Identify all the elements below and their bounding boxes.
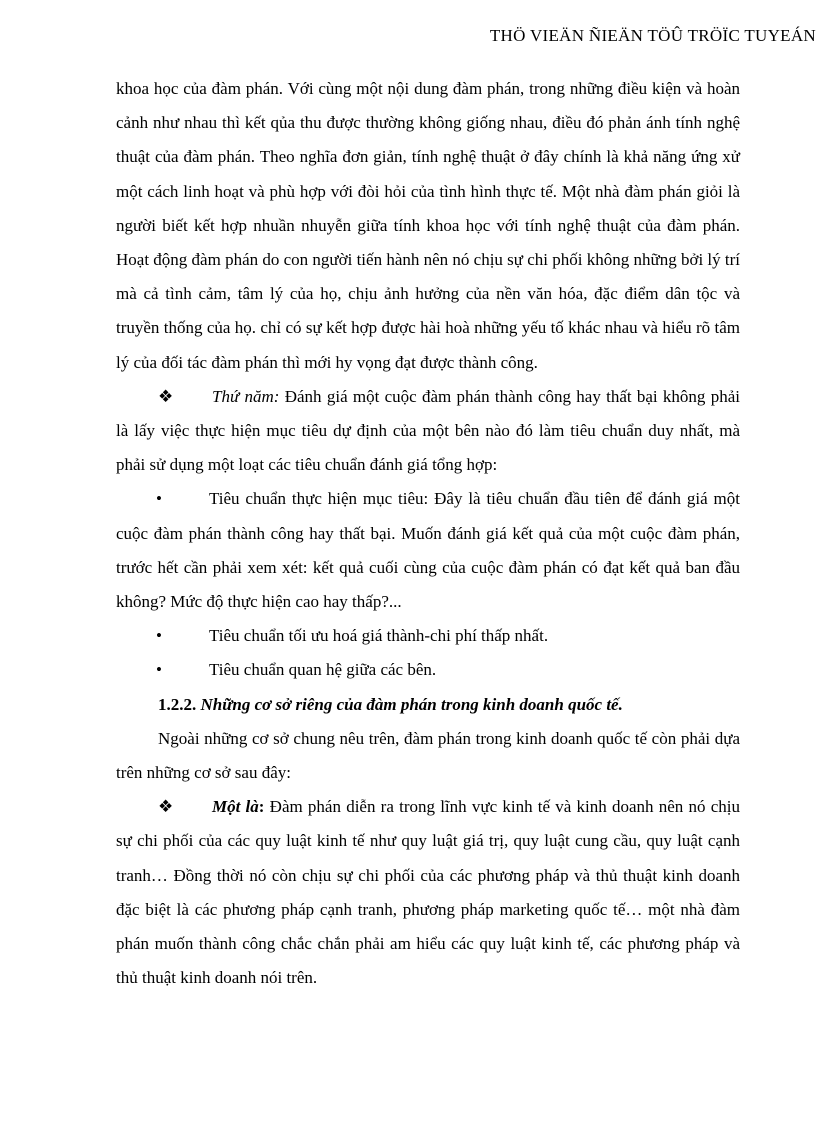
bullet-text: Tiêu chuẩn tối ưu hoá giá thành-chi phí thấp nhất.: [209, 626, 549, 646]
diamond-bullet-icon: ❖: [158, 797, 174, 817]
lead-term: Thứ năm:: [212, 386, 280, 406]
bullet-item: [116, 482, 740, 619]
paragraph-thu-nam: [116, 380, 740, 483]
bullet-item: [116, 619, 740, 653]
bullet-dot-icon: •: [156, 660, 162, 680]
bullet-item: [116, 653, 740, 687]
lead-colon: :: [258, 797, 265, 817]
lead-term: Một là: [212, 797, 259, 817]
bullet-dot-icon: •: [156, 489, 162, 509]
diamond-bullet-icon: ❖: [158, 386, 174, 406]
section-number: 1.2.2.: [158, 694, 197, 714]
bullet-dot-icon: •: [156, 626, 162, 646]
bullet-text: Tiêu chuẩn thực hiện mục tiêu: Đây là tiêu chuẩn đầu tiên để đánh giá một cuộc đàm phán thành công hay thất bại. Muốn đánh giá kết quả của một cuộc đàm phán, trước hết cần phải xem xét: kết quả cuối cùng của cuộc đàm phán có đạt kết quả ban đầu không? Mức độ thực hiện cao hay thấp?...: [116, 489, 740, 612]
paragraph-text: Đàm phán diễn ra trong lĩnh vực kinh tế và kinh doanh nên nó chịu sự chi phối của các quy luật kinh tế như quy luật giá trị, quy luật cung cầu, quy luật cạnh tranh… Đồng thời nó còn chịu sự chi phối của các phương pháp và thủ thuật kinh doanh đặc biệt là các phương pháp cạnh tranh, phương pháp marketing quốc tế… một nhà đàm phán muốn thành công chắc chắn phải am hiểu các quy luật kinh tế, các phương pháp và thủ thuật kinh doanh nói trên.: [116, 797, 740, 988]
paragraph-mot-la: [116, 790, 740, 995]
paragraph-intro: Ngoài những cơ sở chung nêu trên, đàm phán trong kinh doanh quốc tế còn phải dựa trên những cơ sở sau đây:: [116, 728, 740, 783]
document-body: [116, 72, 740, 995]
section-heading: [116, 688, 740, 722]
section-title: Những cơ sở riêng của đàm phán trong kinh doanh quốc tế.: [196, 694, 623, 714]
paragraph-text: Đánh giá một cuộc đàm phán thành công hay thất bại không phải là lấy việc thực hiện mục tiêu dự định của một bên nào đó làm tiêu chuẩn duy nhất, mà phải sử dụng một loạt các tiêu chuẩn đánh giá tổng hợp:: [116, 386, 740, 475]
paragraph-continuation: khoa học của đàm phán. Với cùng một nội dung đàm phán, trong những điều kiện và hoàn cảnh như nhau thì kết qủa thu được thường không giống nhau, điều đó phản ánh tính nghệ thuật của đàm phán. Theo nghĩa đơn giản, tính nghệ thuật ở đây chính là khả năng ứng xử một cách linh hoạt và phù hợp với đòi hỏi của tình hình thực tế. Một nhà đàm phán giỏi là người biết kết hợp nhuần nhuyễn giữa tính khoa học với tính nghệ thuật của đàm phán. Hoạt động đàm phán do con người tiến hành nên nó chịu sự chi phối không những bởi lý trí mà cả tình cảm, tâm lý của họ, chịu ảnh hưởng của nền văn hóa, đặc điểm dân tộc và truyền thống của họ. chỉ có sự kết hợp được hài hoà những yếu tố khác nhau và hiểu rõ tâm lý của đối tác đàm phán thì mới hy vọng đạt được thành công.: [116, 79, 741, 372]
bullet-text: Tiêu chuẩn quan hệ giữa các bên.: [209, 660, 437, 680]
page-header: THÖ VIEÄN ÑIEÄN TÖÛ TRÖÏC TUYEÁN: [489, 26, 816, 45]
